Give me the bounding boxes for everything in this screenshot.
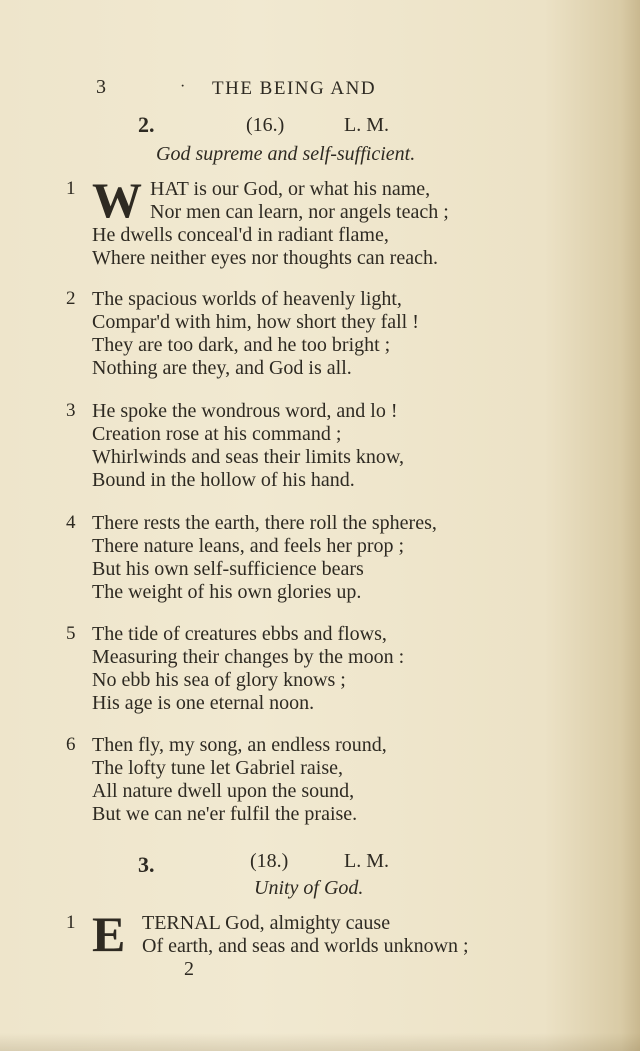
- verse-line: Nor men can learn, nor angels teach ;: [150, 201, 449, 223]
- verse-line: No ebb his sea of glory knows ;: [92, 669, 346, 691]
- verse-line: There nature leans, and feels her prop ;: [92, 535, 405, 557]
- tune-reference: (18.): [250, 850, 289, 872]
- stanza-number: 1: [66, 178, 76, 199]
- verse-line: There rests the earth, there roll the spheres,: [92, 512, 437, 534]
- meter: L. M.: [344, 850, 389, 872]
- hymn-number: 2.: [138, 112, 155, 137]
- drop-cap: W: [92, 172, 142, 228]
- stanza-number: 4: [66, 512, 76, 533]
- stanza-number: 5: [66, 623, 76, 644]
- page-number: 3: [96, 76, 106, 98]
- stanza-number: 2: [66, 288, 76, 309]
- verse-line: The lofty tune let Gabriel raise,: [92, 757, 344, 779]
- verse-line: Then fly, my song, an endless round,: [92, 734, 387, 756]
- verse-line: But his own self-sufficience bears: [92, 558, 364, 580]
- verse-line: HAT is our God, or what his name,: [150, 178, 431, 200]
- verse-line: Where neither eyes nor thoughts can reach.: [92, 247, 438, 269]
- verse-line: He spoke the wondrous word, and lo !: [92, 400, 398, 422]
- verse-line: The tide of creatures ebbs and flows,: [92, 623, 387, 645]
- stanza-number: 1: [66, 912, 76, 933]
- verse-line: Compar'd with him, how short they fall !: [92, 311, 419, 333]
- verse-line: But we can ne'er fulfil the praise.: [92, 803, 358, 825]
- hymn-title: Unity of God.: [254, 877, 364, 899]
- meter: L. M.: [344, 114, 389, 136]
- verse-line: Of earth, and seas and worlds unknown ;: [142, 935, 469, 957]
- page-edge-shadow: [0, 1033, 640, 1051]
- verse-line: Nothing are they, and God is all.: [92, 357, 352, 379]
- drop-cap: E: [92, 906, 126, 962]
- verse-line: Creation rose at his command ;: [92, 423, 342, 445]
- verse-line: He dwells conceal'd in radiant flame,: [92, 224, 389, 246]
- running-title: THE BEING AND: [212, 78, 377, 99]
- verse-line: His age is one eternal noon.: [92, 692, 315, 714]
- verse-line: The weight of his own glories up.: [92, 581, 362, 603]
- verse-line: They are too dark, and he too bright ;: [92, 334, 391, 356]
- hymn-number: 3.: [138, 852, 155, 877]
- verse-line: All nature dwell upon the sound,: [92, 780, 355, 802]
- verse-line: Bound in the hollow of his hand.: [92, 469, 355, 491]
- verse-line: The spacious worlds of heavenly light,: [92, 288, 402, 310]
- stanza-number: 6: [66, 734, 76, 755]
- verse-line: Measuring their changes by the moon :: [92, 646, 405, 668]
- verse-line: Whirlwinds and seas their limits know,: [92, 446, 404, 468]
- signature-mark: 2: [184, 958, 194, 980]
- tune-reference: (16.): [246, 114, 285, 136]
- hymn-title: God supreme and self-sufficient.: [156, 143, 416, 165]
- header-ornament: ·: [180, 78, 186, 95]
- stanza-number: 3: [66, 400, 76, 421]
- verse-line: TERNAL God, almighty cause: [142, 912, 391, 934]
